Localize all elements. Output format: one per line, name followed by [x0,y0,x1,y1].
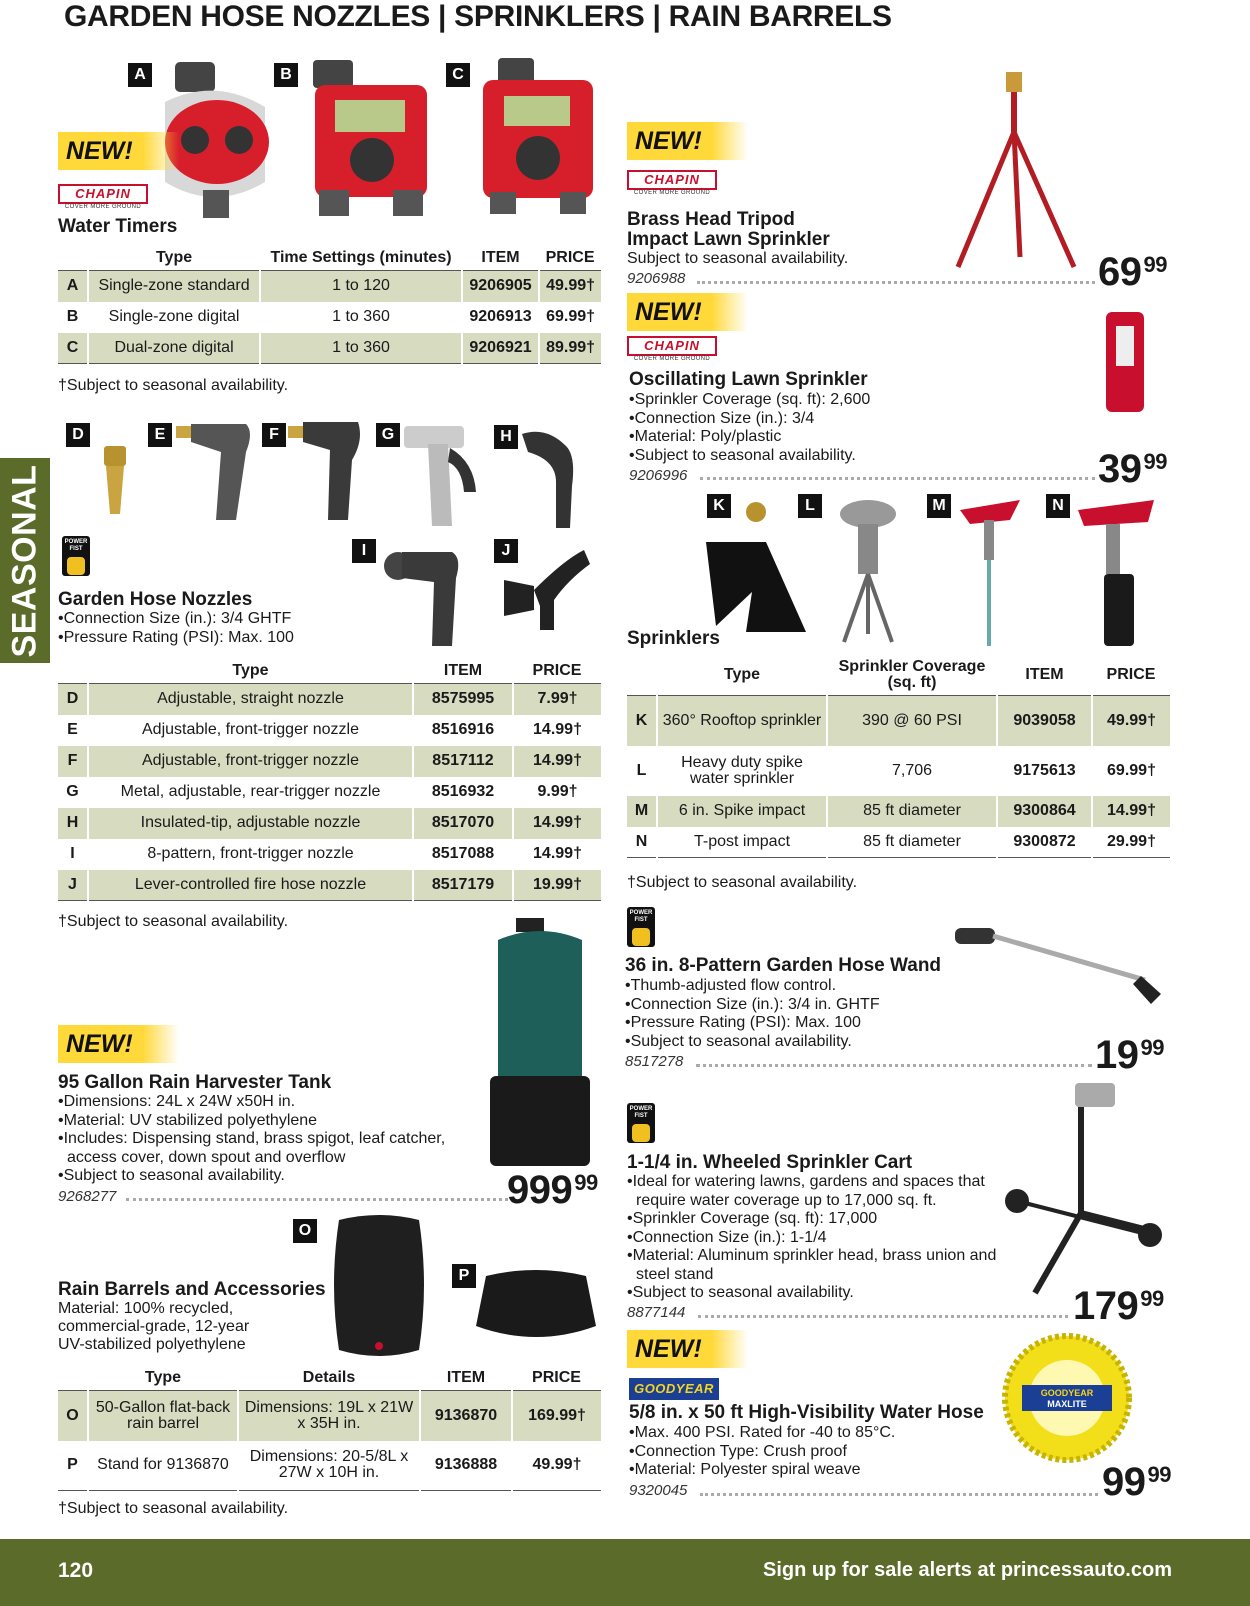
column-header: Type [88,659,413,684]
item-letter: O [293,1219,317,1243]
availability-note: †Subject to seasonal availability. [58,913,289,930]
cart-price: $179^{99}$ [1073,1284,1164,1328]
table-row: M 6 in. Spike impact 85 ft diameter 9300864 14.99† [627,796,1170,827]
goodyear-logo: GOODYEAR [629,1378,719,1400]
column-header: PRICE [1092,655,1170,696]
new-badge: NEW! [627,122,748,160]
water-timers-table [58,246,601,364]
rain-barrels-table [58,1366,601,1491]
item-letter: J [494,539,518,563]
item-letter: F [262,423,286,447]
item-letter: K [707,494,731,518]
oscillating-bullets: • Sprinkler Coverage (sq. ft): 2,600 • Connection Size (in.): 3/4 • Material: Poly/plastic • Subject to seasonal availability. [629,391,870,465]
rain-barrels-desc: Material: 100% recycled, commercial-grade, 12-year UV-stabilized polyethylene [58,1300,250,1353]
side-tab-label: SEASONAL [5,464,44,657]
table-row: K 360° Rooftop sprinkler 390 @ 60 PSI 9039058 49.99† [627,696,1170,746]
availability-note: †Subject to seasonal availability. [58,1500,289,1517]
table-row: F Adjustable, front-trigger nozzle 8517112 14.99† [58,746,601,777]
sprinklers-title: Sprinklers [627,628,720,649]
table-row: E Adjustable, front-trigger nozzle 8516916 14.99† [58,715,601,746]
footer-tagline[interactable]: Sign up for sale alerts at princessauto.com [762,1559,1172,1581]
column-header: Type [657,655,827,696]
column-header: Time Settings (minutes) [260,246,462,271]
wand-price: $19^{99}$ [1095,1033,1164,1077]
wand-bullets: • Thumb-adjusted flow control. • Connection Size (in.): 3/4 in. GHTF • Pressure Rating (PSI): Max. 100 • Subject to seasonal availability. [625,977,880,1051]
item-letter: H [494,425,518,449]
nozzle-d-image [96,446,136,514]
page-footer [0,1539,1250,1606]
column-header: Details [238,1366,420,1391]
rain-tank-bullets: • Dimensions: 24L x 24W x50H in. • Material: UV stabilized polyethylene • Includes: Dispensing stand, brass spigot, leaf catcher, access cover, down spout and overflow • Subject to seasonal availability. [58,1093,488,1186]
page-number: 120 [58,1559,94,1582]
table-row: B Single-zone digital 1 to 360 9206913 69.99† [58,302,601,333]
nozzle-j-image [494,540,594,650]
cart-title: 1-1/4 in. Wheeled Sprinkler Cart [627,1152,913,1173]
tripod-price: $69^{99}$ [1098,250,1167,294]
page-title: GARDEN HOSE NOZZLES | SPRINKLERS | RAIN BARRELS [64,0,892,33]
table-row: I 8-pattern, front-trigger nozzle 8517088 14.99† [58,839,601,870]
new-badge: NEW! [58,132,179,170]
tripod-sku: 9206988 [627,270,686,287]
item-letter: N [1046,494,1070,518]
water-timer-b-image [305,60,440,218]
side-tab [0,458,50,663]
chapin-logo: CHAPIN COVER MORE GROUND [58,184,148,210]
t-post-sprinkler-image [1068,490,1164,650]
dotted-leader [700,1493,1098,1496]
hose-bullets: • Max. 400 PSI. Rated for -40 to 85°C. • Connection Type: Crush proof • Material: Polyester spiral weave [629,1424,895,1480]
new-badge: NEW! [627,1330,748,1368]
item-letter: C [446,63,470,87]
sprinkler-cart-image [1005,1083,1170,1298]
wand-sku: 8517278 [625,1053,684,1070]
availability-note: †Subject to seasonal availability. [627,874,858,891]
dotted-leader [697,281,1095,284]
new-badge: NEW! [627,293,748,331]
power-fist-logo: POWER FIST [627,1103,655,1143]
rain-barrel-image [333,1210,425,1360]
power-fist-logo: POWER FIST [627,907,655,947]
wand-title: 36 in. 8-Pattern Garden Hose Wand [625,955,942,976]
hose-title: 5/8 in. x 50 ft High-Visibility Water Hose [629,1402,984,1423]
rooftop-sprinkler-image [696,492,812,638]
nozzle-f-image [288,420,368,522]
item-letter: L [798,494,822,518]
spike-impact-sprinkler-image [950,490,1030,650]
barrel-stand-image [474,1264,598,1346]
table-row: L Heavy duty spike water sprinkler 7,706 9175613 69.99† [627,746,1170,796]
oscillating-sprinkler-image [1100,308,1150,418]
item-letter: P [452,1264,476,1288]
chapin-logo: CHAPIN COVER MORE GROUND [627,170,717,196]
column-header: PRICE [539,246,601,271]
column-header: Type [88,1366,238,1391]
reel-brand-text: GOODYEAR [1040,1388,1094,1398]
oscillating-price: $39^{99}$ [1098,447,1167,491]
water-timers-title: Water Timers [58,216,178,237]
tripod-title: Brass Head Tripod Impact Lawn Sprinkler [627,209,830,250]
water-hose-image [1002,1333,1132,1463]
item-letter: D [66,423,90,447]
rain-tank-sku: 9268277 [58,1188,117,1205]
table-row: A Single-zone standard 1 to 120 9206905 49.99† [58,271,601,302]
chapin-logo: CHAPIN COVER MORE GROUND [627,336,717,362]
item-letter: B [274,63,298,87]
table-row: N T-post impact 85 ft diameter 9300872 29.99† [627,827,1170,858]
item-letter: G [376,423,400,447]
cart-bullets: • Ideal for watering lawns, gardens and spaces that require water coverage up to 17,000 sq. ft. • Sprinkler Coverage (sq. ft): 17,000 • Connection Size (in.): 1-1/4 • Material: Aluminum sprinkler head, brass union and steel stand • Subject to seasonal availability. [627,1173,1007,1303]
tripod-sprinkler-image [950,72,1080,272]
dotted-leader [698,1315,1068,1318]
item-letter: E [148,423,172,447]
rain-tank-price: $999^{99}$ [507,1168,598,1212]
nozzle-g-image [404,422,484,530]
tripod-desc: Subject to seasonal availability. [627,250,849,267]
hose-nozzles-bullets: • Connection Size (in.): 3/4 GHTF • Pressure Rating (PSI): Max. 100 [58,610,294,647]
rain-tank-title: 95 Gallon Rain Harvester Tank [58,1072,332,1093]
hose-nozzles-table [58,659,601,901]
hose-nozzles-title: Garden Hose Nozzles [58,589,253,610]
hose-price: $99^{99}$ [1102,1460,1171,1504]
sprinklers-table [627,655,1170,858]
table-row: C Dual-zone digital 1 to 360 9206921 89.99† [58,333,601,364]
oscillating-sku: 9206996 [629,467,688,484]
nozzle-e-image [176,422,256,522]
dotted-leader [126,1198,508,1201]
nozzle-h-image [516,426,586,530]
table-row: O 50-Gallon flat-back rain barrel Dimensions: 19L x 21W x 35H in. 9136870 169.99† [58,1391,601,1441]
column-header: ITEM [413,659,513,684]
cart-sku: 8877144 [627,1304,686,1321]
nozzle-i-image [382,548,472,648]
rain-tank-image [490,918,590,1166]
reel-model-text: MAXLITE [1047,1399,1087,1409]
column-header: Sprinkler Coverage (sq. ft) [827,655,997,696]
table-row: G Metal, adjustable, rear-trigger nozzle 8516932 9.99† [58,777,601,808]
oscillating-title: Oscillating Lawn Sprinkler [629,369,868,390]
hose-sku: 9320045 [629,1482,688,1499]
column-header: ITEM [420,1366,512,1391]
hose-wand-image [955,920,1170,1010]
column-header: PRICE [512,1366,601,1391]
item-letter: A [128,63,152,87]
column-header: ITEM [462,246,539,271]
dotted-leader [696,1064,1092,1067]
power-fist-logo: POWER FIST [62,536,90,576]
column-header: PRICE [513,659,601,684]
availability-note: †Subject to seasonal availability. [58,377,289,394]
table-row: H Insulated-tip, adjustable nozzle 8517070 14.99† [58,808,601,839]
table-row: J Lever-controlled fire hose nozzle 8517179 19.99† [58,870,601,901]
item-letter: I [352,539,376,563]
dotted-leader [700,477,1095,480]
rain-barrels-title: Rain Barrels and Accessories [58,1279,326,1300]
item-letter: M [927,494,951,518]
new-badge: NEW! [58,1025,179,1063]
water-timer-c-image [478,58,598,216]
table-row: D Adjustable, straight nozzle 8575995 7.99† [58,684,601,715]
column-header: ITEM [997,655,1092,696]
table-row: P Stand for 9136870 Dimensions: 20-5/8L x 27W x 10H in. 9136888 49.99† [58,1441,601,1491]
column-header: Type [88,246,260,271]
spike-sprinkler-image [828,494,908,644]
